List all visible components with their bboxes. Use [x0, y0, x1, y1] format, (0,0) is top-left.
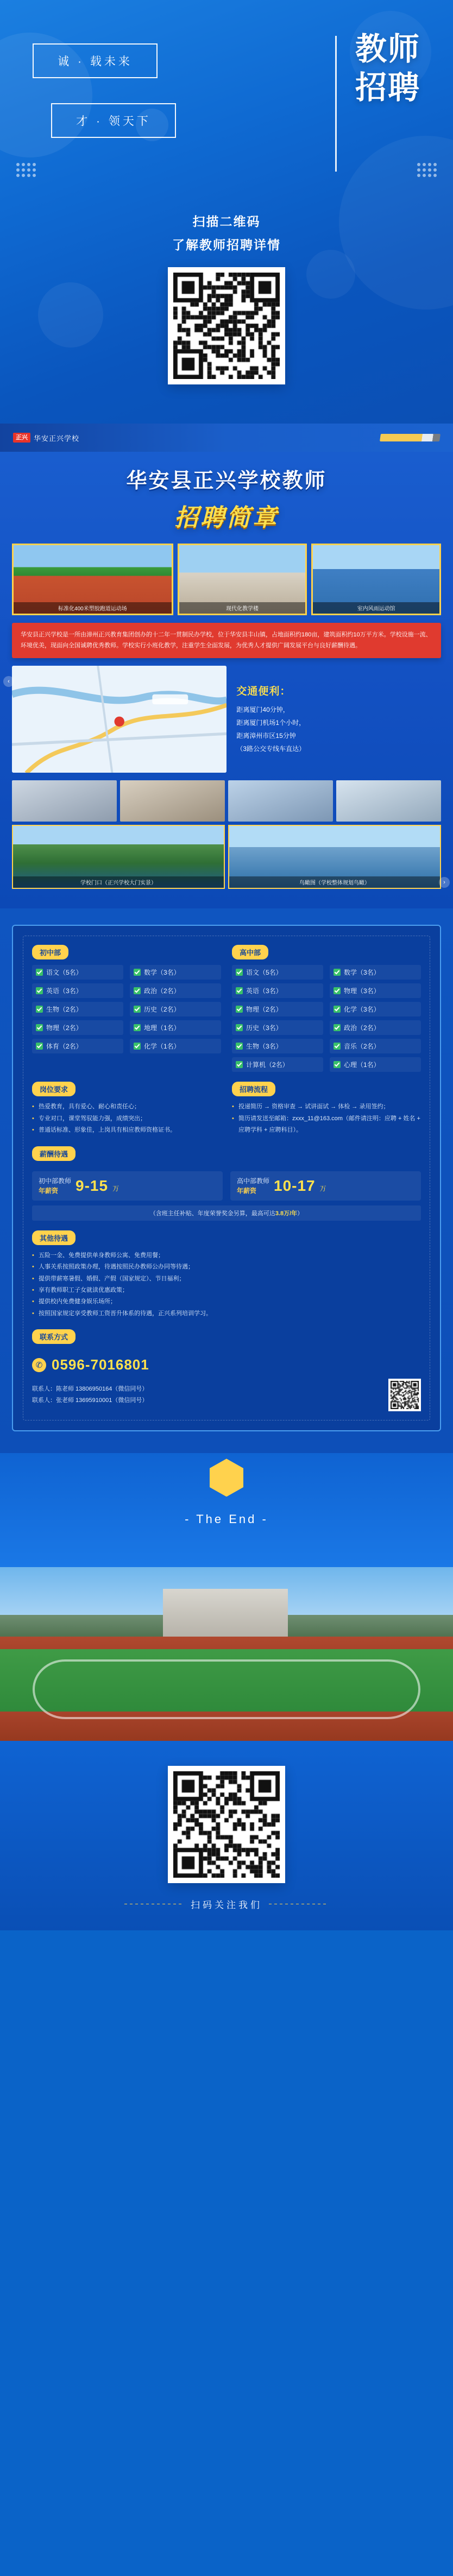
next-arrow-icon[interactable]: ›	[439, 877, 450, 888]
subject-item: 化学（1名）	[130, 1039, 221, 1053]
requirement-list	[32, 1101, 221, 1136]
end-text: - The End -	[185, 1512, 268, 1526]
hero-tag-2: 才 · 领天下	[51, 103, 176, 138]
facility-thumbnail	[120, 780, 225, 822]
phone-row[interactable]	[32, 1356, 421, 1373]
check-icon	[36, 969, 43, 976]
subject-item: 英语（3名）	[32, 983, 123, 998]
campus-wide-photo	[12, 825, 225, 889]
subject-item: 政治（2名）	[130, 983, 221, 998]
apply-list	[232, 1101, 421, 1136]
salary-note-suffix: ）	[297, 1210, 304, 1217]
subject-item: 体育（2名）	[32, 1039, 123, 1053]
footer-section	[0, 1741, 453, 1930]
follow-text: 扫码关注我们	[191, 1900, 262, 1911]
junior-column	[32, 945, 221, 1072]
subject-item: 政治（2名）	[330, 1020, 421, 1035]
photo-caption: 现代化教学楼	[179, 602, 306, 614]
subject-item: 生物（2名）	[32, 1002, 123, 1016]
subject-item: 音乐（2名）	[330, 1039, 421, 1053]
requirement-item: • 专业对口，课堂驾驭能力强，成绩突出；	[32, 1113, 221, 1125]
subject-item: 化学（3名）	[330, 1002, 421, 1016]
prev-arrow-icon[interactable]: ‹	[3, 676, 14, 687]
apply-item: • 投递简历 → 资格审查 → 试讲面试 → 体检 → 录用签约；	[232, 1101, 421, 1113]
check-icon	[334, 969, 341, 976]
campus-wide-photo	[228, 825, 441, 889]
salary-label-bottom: 年薪资	[237, 1186, 257, 1195]
phone-icon: ✆	[32, 1358, 46, 1372]
subject-item: 物理（3名）	[330, 983, 421, 998]
requirement-item: • 热爱教育，具有爱心、耐心和责任心；	[32, 1101, 221, 1113]
hero-tag-1: 诚 · 载未来	[33, 43, 158, 78]
contact-persons	[32, 1384, 381, 1406]
apply-head: 招聘流程	[232, 1082, 275, 1096]
salary-head: 薪酬待遇	[32, 1146, 76, 1161]
traffic-line: 距离漳州市区15分钟	[236, 732, 296, 740]
photo-caption: 室内风雨运动馆	[313, 602, 439, 614]
facility-thumbnail	[228, 780, 333, 822]
subject-item: 物理（2名）	[32, 1020, 123, 1035]
photo-caption: 标准化400米塑胶跑道运动场	[14, 602, 172, 614]
traffic-line: 距离厦门40分钟，	[236, 706, 290, 714]
banner-header	[0, 424, 453, 452]
check-icon	[334, 1043, 341, 1050]
check-icon	[334, 1006, 341, 1013]
hero-tags	[33, 30, 330, 193]
salary-note-prefix: （含班主任补贴、年度荣誉奖金另算，最高可达	[149, 1210, 275, 1217]
photo-caption: 鸟瞰图（学校整体规划鸟瞰）	[229, 876, 440, 888]
subject-item: 英语（3名）	[232, 983, 323, 998]
subject-item: 历史（2名）	[130, 1002, 221, 1016]
banner-title-line2: 招聘简章	[174, 504, 279, 531]
running-track-line	[33, 1659, 420, 1719]
contact-qr-code[interactable]	[388, 1379, 421, 1411]
salary-value: 9-15	[76, 1177, 109, 1194]
banner-section	[0, 424, 453, 908]
contact-line: 联系人：陈老师 13806950164（微信同号）	[32, 1386, 148, 1393]
check-icon	[36, 987, 43, 994]
school-introduction: 华安县正兴学校是一所由漳州正兴教育集团创办的十二年一贯制民办学校，位于华安县丰山镇，占地面积约180亩，建筑面积约10万平方米。学校设施一流、环境优美，现面向全国诚聘优秀教师。学校实行小班化教学，注重学生全面发展，为优秀人才提供广阔发展平台与良好薪酬待遇。	[12, 623, 441, 658]
salary-note	[32, 1205, 421, 1221]
check-icon	[134, 987, 141, 994]
campus-wide-photo-row	[0, 822, 453, 889]
traffic-line: 距离厦门机场1个小时，	[236, 719, 306, 727]
check-icon	[334, 1061, 341, 1068]
subject-item: 心理（1名）	[330, 1057, 421, 1072]
junior-head: 初中部	[32, 945, 68, 959]
campus-photo	[12, 544, 173, 615]
subject-item: 语文（5名）	[32, 965, 123, 980]
end-section	[0, 1453, 453, 1567]
hero-divider	[335, 36, 337, 172]
benefit-item: • 五险一金、免费提供单身教师公寓、免费用餐；	[32, 1250, 421, 1261]
check-icon	[134, 1043, 141, 1050]
facility-thumbnail	[336, 780, 441, 822]
campus-photo	[311, 544, 441, 615]
requirement-head: 岗位要求	[32, 1082, 76, 1096]
check-icon	[236, 1006, 243, 1013]
details-card	[12, 925, 441, 1431]
salary-label-top: 高中部教师	[237, 1177, 270, 1185]
campus-hero-photo	[0, 1567, 453, 1741]
hexagon-icon	[210, 1459, 243, 1497]
hero-subtitle-line2: 了解教师招聘详情	[172, 238, 281, 252]
benefit-list	[32, 1250, 421, 1320]
check-icon	[134, 969, 141, 976]
check-icon	[36, 1043, 43, 1050]
junior-subject-grid	[32, 965, 221, 1053]
hero-section	[0, 0, 453, 424]
salary-label-top: 初中部教师	[39, 1177, 72, 1185]
subject-item: 计算机（2名）	[232, 1057, 323, 1072]
campus-photo-row	[0, 535, 453, 615]
check-icon	[236, 969, 243, 976]
check-icon	[236, 1061, 243, 1068]
salary-item	[230, 1171, 421, 1201]
benefit-item: • 提供带薪寒暑假、婚假、产假（国家规定）、节日福利；	[32, 1273, 421, 1285]
check-icon	[134, 1006, 141, 1013]
salary-note-strong: 3.8万/年	[275, 1210, 298, 1217]
requirement-item: • 普通话标准、形象佳，上岗具有相应教师资格证书。	[32, 1125, 221, 1136]
footer-qr-code[interactable]	[168, 1766, 285, 1883]
hero-qr-code[interactable]	[168, 267, 285, 384]
check-icon	[36, 1024, 43, 1031]
benefit-item: • 按照国家规定享受教师工资晋升体系的待遇，正兴系列培训学习。	[32, 1308, 421, 1319]
check-icon	[134, 1024, 141, 1031]
benefit-head: 其他待遇	[32, 1230, 76, 1245]
campus-photo	[178, 544, 307, 615]
map-graphic	[12, 666, 226, 773]
details-section	[0, 908, 453, 1453]
check-icon	[334, 1024, 341, 1031]
facility-thumbnail	[12, 780, 117, 822]
senior-head: 高中部	[232, 945, 268, 959]
contact-head: 联系方式	[32, 1329, 76, 1344]
banner-title-line1: 华安县正兴学校教师	[126, 470, 327, 493]
phone-number[interactable]: 0596-7016801	[52, 1356, 149, 1373]
photo-caption: 学校门口（正兴学校大门实景）	[13, 876, 224, 888]
facility-thumbnail-row	[0, 773, 453, 822]
salary-value: 10-17	[274, 1177, 316, 1194]
follow-row	[0, 1897, 453, 1911]
benefit-item: • 提供校内免费健身娱乐场所；	[32, 1296, 421, 1308]
senior-column	[232, 945, 421, 1072]
subject-item: 数学（3名）	[130, 965, 221, 980]
subject-item: 数学（3名）	[330, 965, 421, 980]
dot-pattern-right	[417, 163, 437, 177]
contact-line: 联系人：张老师 13695910001（微信同号）	[32, 1397, 148, 1404]
traffic-title: 交通便利：	[236, 686, 291, 698]
school-logo-text: 华安正兴学校	[34, 434, 80, 443]
salary-item	[32, 1171, 223, 1201]
salary-unit: 万	[319, 1184, 326, 1192]
apply-item: • 简历请发送至邮箱：zxxx_11@163.com（邮件请注明：应聘 + 姓名 + 应聘学科 + 应聘科目）。	[232, 1113, 421, 1137]
subject-item: 物理（2名）	[232, 1002, 323, 1016]
traffic-line: （3路公交专线车直达）	[236, 745, 306, 753]
salary-unit: 万	[112, 1184, 119, 1192]
page-title: 教师招聘	[355, 31, 421, 105]
senior-subject-grid	[232, 965, 421, 1072]
pencil-icon	[380, 434, 441, 441]
subject-item: 地理（1名）	[130, 1020, 221, 1035]
subject-item: 语文（5名）	[232, 965, 323, 980]
subject-item: 历史（3名）	[232, 1020, 323, 1035]
salary-label-bottom: 年薪资	[39, 1186, 59, 1195]
traffic-info	[233, 666, 441, 773]
salary-row	[32, 1171, 421, 1201]
hero-subtitle	[0, 212, 453, 253]
subject-item: 生物（3名）	[232, 1039, 323, 1053]
check-icon	[236, 987, 243, 994]
check-icon	[236, 1024, 243, 1031]
hero-subtitle-line1: 扫描二维码	[192, 214, 261, 229]
check-icon	[334, 987, 341, 994]
location-map[interactable]	[12, 666, 226, 773]
check-icon	[236, 1043, 243, 1050]
dot-pattern-left	[16, 163, 36, 177]
school-logo-badge: 正兴	[13, 433, 30, 443]
benefit-item: • 享有教师职工子女就读优惠政策；	[32, 1285, 421, 1296]
benefit-item: • 人事关系按照政策办理，待遇按照民办教师公办同等待遇；	[32, 1261, 421, 1273]
check-icon	[36, 1006, 43, 1013]
